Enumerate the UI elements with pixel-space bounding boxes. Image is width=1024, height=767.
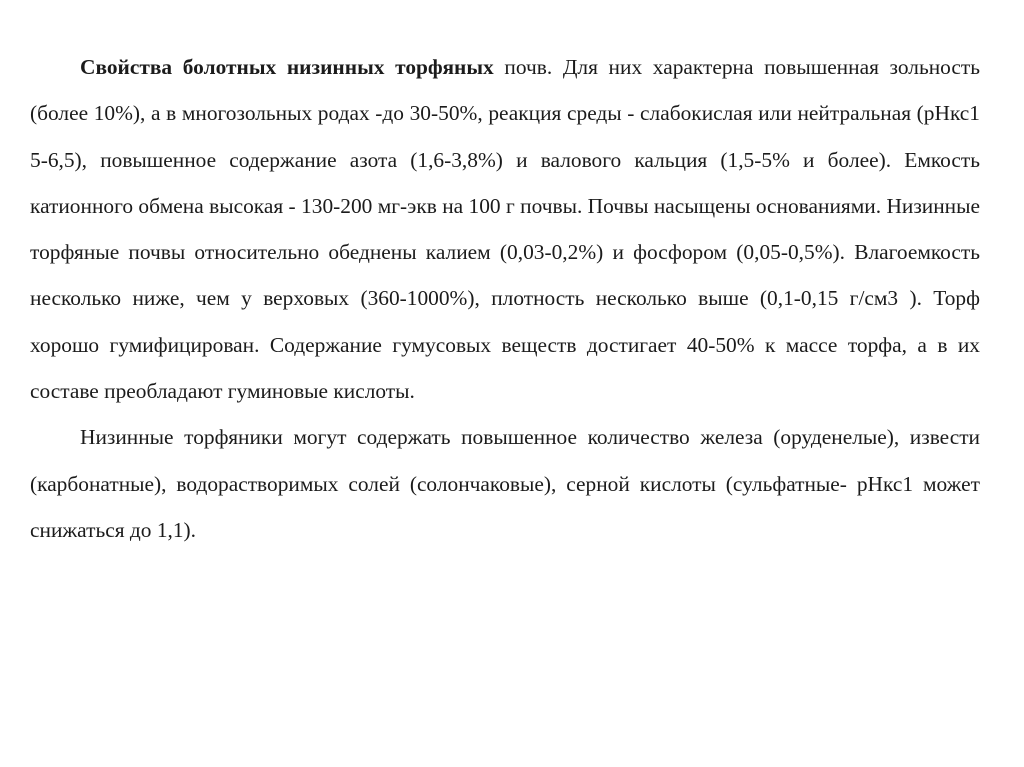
paragraph-body: почв. Для них характерна повышенная зольность (более 10%), а в многозольных родах -до 30-50%, реакция среды - слабокислая или нейтральная (рНкс1 5-6,5), повышенное содержание азота (1,6-3,8%) и валового кальция (1,5-5% и более). Емкость катионного обмена высокая - 130-200 мг-экв на 100 г почвы. Почвы насыщены основаниями. Низинные торфяные почвы относительно обеднены калием (0,03-0,2%) и фосфором (0,05-0,5%). Влагоемкость несколько ниже, чем у верховых (360-1000%), плотность несколько выше (0,1-0,15 г/см3 ). Торф хорошо гумифицирован. Содержание гумусовых веществ достигает 40-50% к массе торфа, а в их составе преобладают гуминовые кислоты.	[30, 55, 980, 404]
document-page	[30, 44, 980, 553]
paragraph-body: Низинные торфяники могут содержать повышенное количество железа (оруденелые), извести (карбонатные), водорастворимых солей (солончаковые), серной кислоты (сульфатные- рНкс1 может снижаться до 1,1).	[30, 425, 980, 542]
bold-lead-heading: Свойства болотных низинных торфяных	[80, 55, 494, 79]
paragraph-peat-properties	[30, 44, 980, 414]
paragraph-lowland-peatlands	[30, 414, 980, 553]
